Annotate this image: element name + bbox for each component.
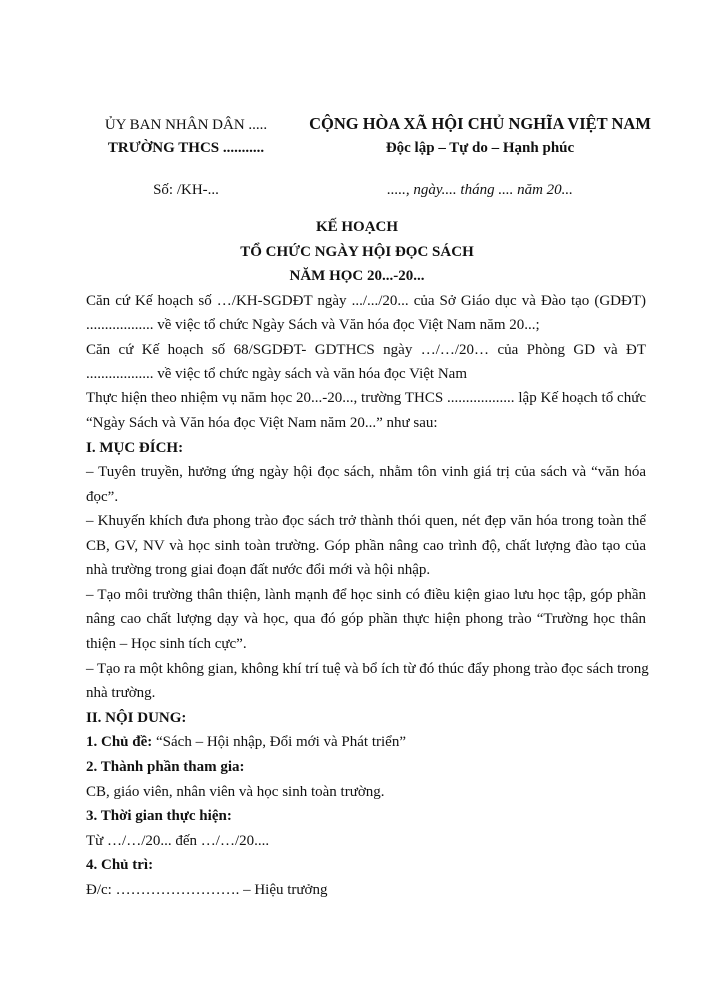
national-title: CỘNG HÒA XÃ HỘI CHỦ NGHĨA VIỆT NAM (309, 114, 651, 133)
body-line: – Tạo ra một không gian, không khí trí tuệ và bổ ích từ đó thúc đẩy phong trào đọc sách trong (86, 661, 649, 677)
national-motto: Độc lập – Tự do – Hạnh phúc (385, 140, 575, 156)
body-line: .................. về việc tổ chức Ngày Sách và Văn hóa đọc Việt Nam năm 20...; (86, 317, 540, 333)
document-date: ....., ngày.... tháng .... năm 20... (387, 182, 573, 198)
body-line: thiện – Học sinh tích cực”. (86, 636, 247, 652)
participants-label: 2. Thành phần tham gia: (86, 759, 245, 775)
body-line: nhà trường. (86, 685, 156, 701)
committee-name: ỦY BAN NHÂN DÂN ..... (104, 117, 268, 133)
body-line: nhà trường trong giai đoạn đất nước đổi mới và hội nhập. (86, 562, 431, 578)
document-number: Số: /KH-... (153, 182, 219, 198)
body-line: CB, GV, NV và học sinh toàn trường. Góp phần nâng cao trình độ, chất lượng đào tạo của (86, 538, 646, 554)
body-line: .................. về việc tổ chức ngày sách và văn hóa đọc Việt Nam (86, 366, 468, 382)
topic-line (86, 732, 646, 752)
body-line: – Tuyên truyền, hưởng ứng ngày hội đọc sách, nhằm tôn vinh giá trị của sách và “văn hóa (86, 464, 646, 480)
chair-value: Đ/c: ……………………. – Hiệu trưởng (86, 882, 328, 898)
section-heading-purpose: I. MỤC ĐÍCH: (86, 440, 184, 456)
time-value: Từ …/…/20... đến …/…/20.... (86, 833, 270, 849)
body-line: Căn cứ Kế hoạch số …/KH-SGDĐT ngày .../.../20... của Sở Giáo dục và Đào tạo (GDĐT) (86, 293, 646, 309)
body-line: – Khuyến khích đưa phong trào đọc sách trở thành thói quen, nét đẹp văn hóa trong toàn thể (86, 513, 646, 529)
body-line: Thực hiện theo nhiệm vụ năm học 20...-20..., trường THCS .................. lập Kế hoạch tổ chức (86, 390, 646, 406)
body-line: “Ngày Sách và Văn hóa đọc Việt Nam năm 20...” như sau: (86, 415, 438, 431)
body-line: – Tạo môi trường thân thiện, lành mạnh để học sinh có điều kiện giao lưu học tập, góp phần (86, 587, 646, 603)
body-line: nâng cao chất lượng dạy và học, qua đó góp phần thực hiện phong trào “Trường học thân (86, 611, 646, 627)
title-line-3: NĂM HỌC 20...-20... (289, 268, 425, 284)
time-label: 3. Thời gian thực hiện: (86, 808, 232, 824)
title-line-2: TỔ CHỨC NGÀY HỘI ĐỌC SÁCH (240, 244, 474, 260)
topic-label: 1. Chủ đề: (86, 734, 153, 750)
school-name: TRƯỜNG THCS ........... (107, 140, 265, 156)
chair-label: 4. Chủ trì: (86, 857, 154, 873)
topic-value: “Sách – Hội nhập, Đổi mới và Phát triển” (152, 734, 406, 750)
body-line: Căn cứ Kế hoạch số 68/SGDĐT- GDTHCS ngày …/…/20… của Phòng GD và ĐT (86, 342, 646, 358)
body-line: đọc”. (86, 489, 119, 505)
title-line-1: KẾ HOẠCH (315, 219, 399, 235)
section-heading-content: II. NỘI DUNG: (86, 710, 187, 726)
participants-value: CB, giáo viên, nhân viên và học sinh toàn trường. (86, 784, 385, 800)
